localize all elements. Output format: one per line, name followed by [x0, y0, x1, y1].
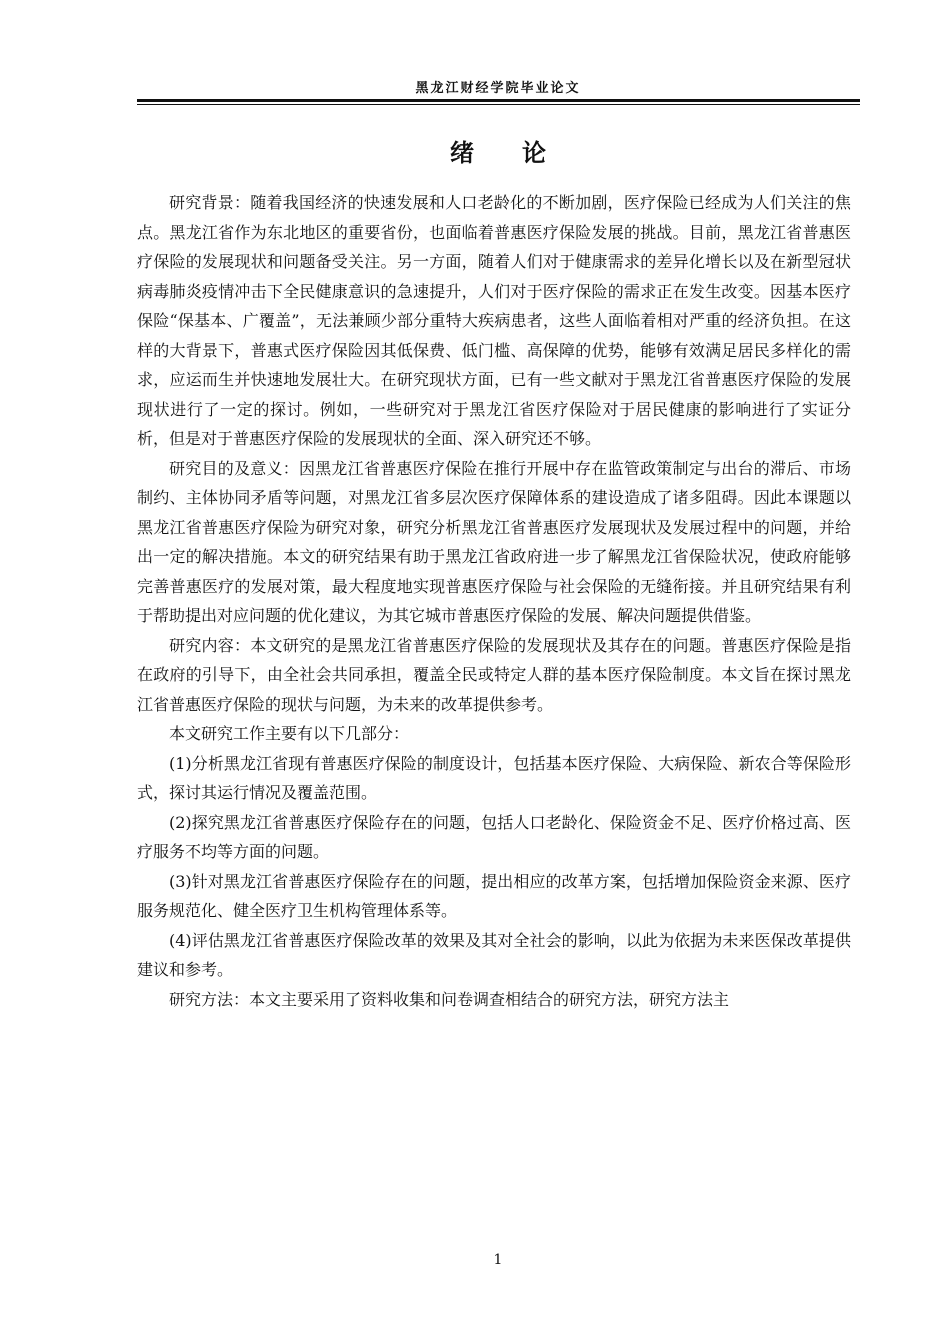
paragraph-item-2: (2)探究黑龙江省普惠医疗保险存在的问题，包括人口老龄化、保险资金不足、医疗价格过高、医疗服务不均等方面的问题。 — [137, 812, 851, 861]
paragraph-item-4: (4)评估黑龙江省普惠医疗保险改革的效果及其对全社会的影响，以此为依据为未来医保改革提供建议和参考。 — [137, 930, 851, 979]
page-number: 1 — [493, 1252, 503, 1268]
header-rule-thin — [137, 104, 860, 105]
paragraph-item-1: (1)分析黑龙江省现有普惠医疗保险的制度设计，包括基本医疗保险、大病保险、新农合等保险形式，探讨其运行情况及覆盖范围。 — [137, 753, 851, 802]
running-header: 黑龙江财经学院毕业论文 — [415, 81, 581, 96]
chapter-title: 绪论 — [450, 139, 594, 167]
paragraph-content: 研究内容：本文研究的是黑龙江省普惠医疗保险的发展现状及其存在的问题。普惠医疗保险是指在政府的引导下，由全社会共同承担，覆盖全民或特定人群的基本医疗保险制度。本文旨在探讨黑龙江省普惠医疗保险的现状与问题，为未来的改革提供参考。 — [137, 635, 851, 714]
paragraph-purpose: 研究目的及意义：因黑龙江省普惠医疗保险在推行开展中存在监管政策制定与出台的滞后、市场制约、主体协同矛盾等问题，对黑龙江省多层次医疗保障体系的建设造成了诸多阻碍。因此本课题以黑龙江省普惠医疗保险为研究对象，研究分析黑龙江省普惠医疗发展现状及发展过程中的问题，并给出一定的解决措施。本文的研究结果有助于黑龙江省政府进一步了解黑龙江省保险状况，使政府能够完善普惠医疗的发展对策，最大程度地实现普惠医疗保险与社会保险的无缝衔接。并且研究结果有利于帮助提出对应问题的优化建议，为其它城市普惠医疗保险的发展、解决问题提供借鉴。 — [137, 458, 851, 625]
paragraph-method: 研究方法：本文主要采用了资料收集和问卷调查相结合的研究方法，研究方法主 — [169, 989, 730, 1009]
paragraph-background: 研究背景：随着我国经济的快速发展和人口老龄化的不断加剧，医疗保险已经成为人们关注的焦点。黑龙江省作为东北地区的重要省份，也面临着普惠医疗保险发展的挑战。目前，黑龙江省普惠医疗保险的发展现状和问题备受关注。另一方面，随着人们对于健康需求的差异化增长以及在新型冠状病毒肺炎疫情冲击下全民健康意识的急速提升，人们对于医疗保险的需求正在发生改变。因基本医疗保险“保基本、广覆盖”，无法兼顾少部分重特大疾病患者，这些人面临着相对严重的经济负担。在这样的大背景下，普惠式医疗保险因其低保费、低门槛、高保障的优势，能够有效满足居民多样化的需求，应运而生并快速地发展壮大。在研究现状方面，已有一些文献对于黑龙江省普惠医疗保险的发展现状进行了一定的探讨。例如，一些研究对于黑龙江省医疗保险对于居民健康的影响进行了实证分析，但是对于普惠医疗保险的发展现状的全面、深入研究还不够。 — [137, 193, 851, 448]
body-text — [137, 188, 851, 1014]
paragraph-work-intro: 本文研究工作主要有以下几部分： — [169, 724, 410, 743]
header-rule-thick — [137, 99, 860, 102]
paragraph-item-3: (3)针对黑龙江省普惠医疗保险存在的问题，提出相应的改革方案，包括增加保险资金来源、医疗服务规范化、健全医疗卫生机构管理体系等。 — [137, 871, 851, 920]
